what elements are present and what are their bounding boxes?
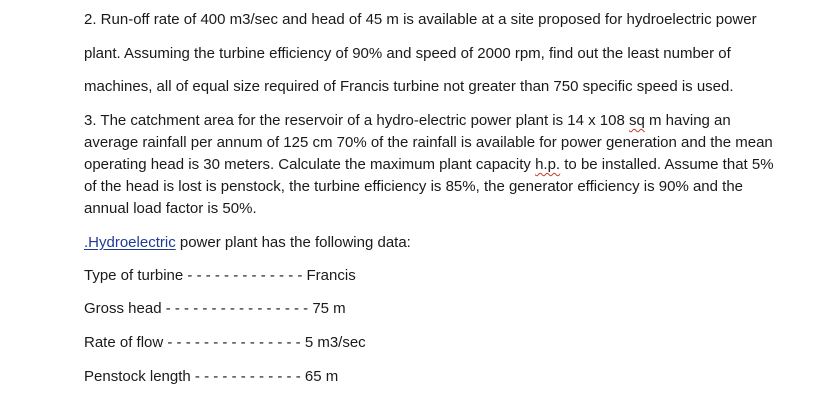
data-row-value: 5 m3/sec — [304, 334, 366, 351]
q3-line-1 — [84, 112, 731, 130]
q3-text-1a: 3. The catchment area for the reservoir of a hydro-electric power plant is 14 x 108 — [84, 112, 629, 129]
q3-text-3a: operating head is 30 meters. Calculate the maximum plant capacity — [84, 156, 536, 173]
q2-line-1 — [84, 11, 757, 29]
data-row — [84, 267, 356, 285]
data-row — [84, 334, 366, 352]
data-row-value: 75 m — [312, 300, 346, 317]
q4-intro — [84, 234, 411, 252]
q3-text-4: of the head is lost is penstock, the turbine efficiency is 85%, the generator efficiency is 90% and the — [84, 178, 744, 195]
data-row-dashes: - - - - - - - - - - - - - — [183, 267, 307, 284]
q2-text-3: machines, all of equal size required of Francis turbine not greater than 750 specific speed is used. — [84, 78, 734, 95]
data-row-dashes: - - - - - - - - - - - - - - - - — [161, 300, 313, 317]
q3-text-1b: m having an — [644, 112, 731, 129]
q2-text-1: 2. Run-off rate of 400 m3/sec and head of 45 m is available at a site proposed for hydroelectric power — [84, 11, 757, 28]
q3-line-5 — [84, 200, 257, 218]
data-row-label: Gross head — [84, 300, 162, 317]
data-row-label: Type of turbine — [84, 267, 184, 284]
data-row — [84, 300, 346, 318]
data-row-label: Penstock length — [84, 368, 191, 385]
q2-line-3 — [84, 78, 734, 96]
q3-line-2 — [84, 134, 773, 152]
q4-intro-rest: power plant has the following data: — [175, 234, 411, 251]
data-row-dashes: - - - - - - - - - - - - - - - — [163, 334, 305, 351]
data-row-value: 65 m — [304, 368, 339, 385]
q3-line-4 — [84, 178, 743, 196]
q3-text-3b: to be installed. Assume that 5% — [560, 156, 774, 173]
q2-text-2: plant. Assuming the turbine efficiency of 90% and speed of 2000 rpm, find out the least number of — [84, 45, 731, 62]
q3-line-3 — [84, 156, 774, 174]
data-row — [84, 368, 338, 386]
q2-line-2 — [84, 45, 731, 63]
spellcheck-word-sq: sq — [629, 112, 645, 129]
data-row-value: Francis — [306, 267, 356, 284]
spellcheck-word-hp: h.p. — [535, 156, 561, 173]
hydroelectric-link[interactable]: .Hydroelectric — [84, 234, 176, 251]
data-row-label: Rate of flow — [84, 334, 164, 351]
q3-text-5: annual load factor is 50%. — [84, 200, 257, 217]
q3-text-2: average rainfall per annum of 125 cm 70% of the rainfall is available for power generation and the mean — [84, 134, 773, 151]
data-row-dashes: - - - - - - - - - - - - — [190, 368, 305, 385]
